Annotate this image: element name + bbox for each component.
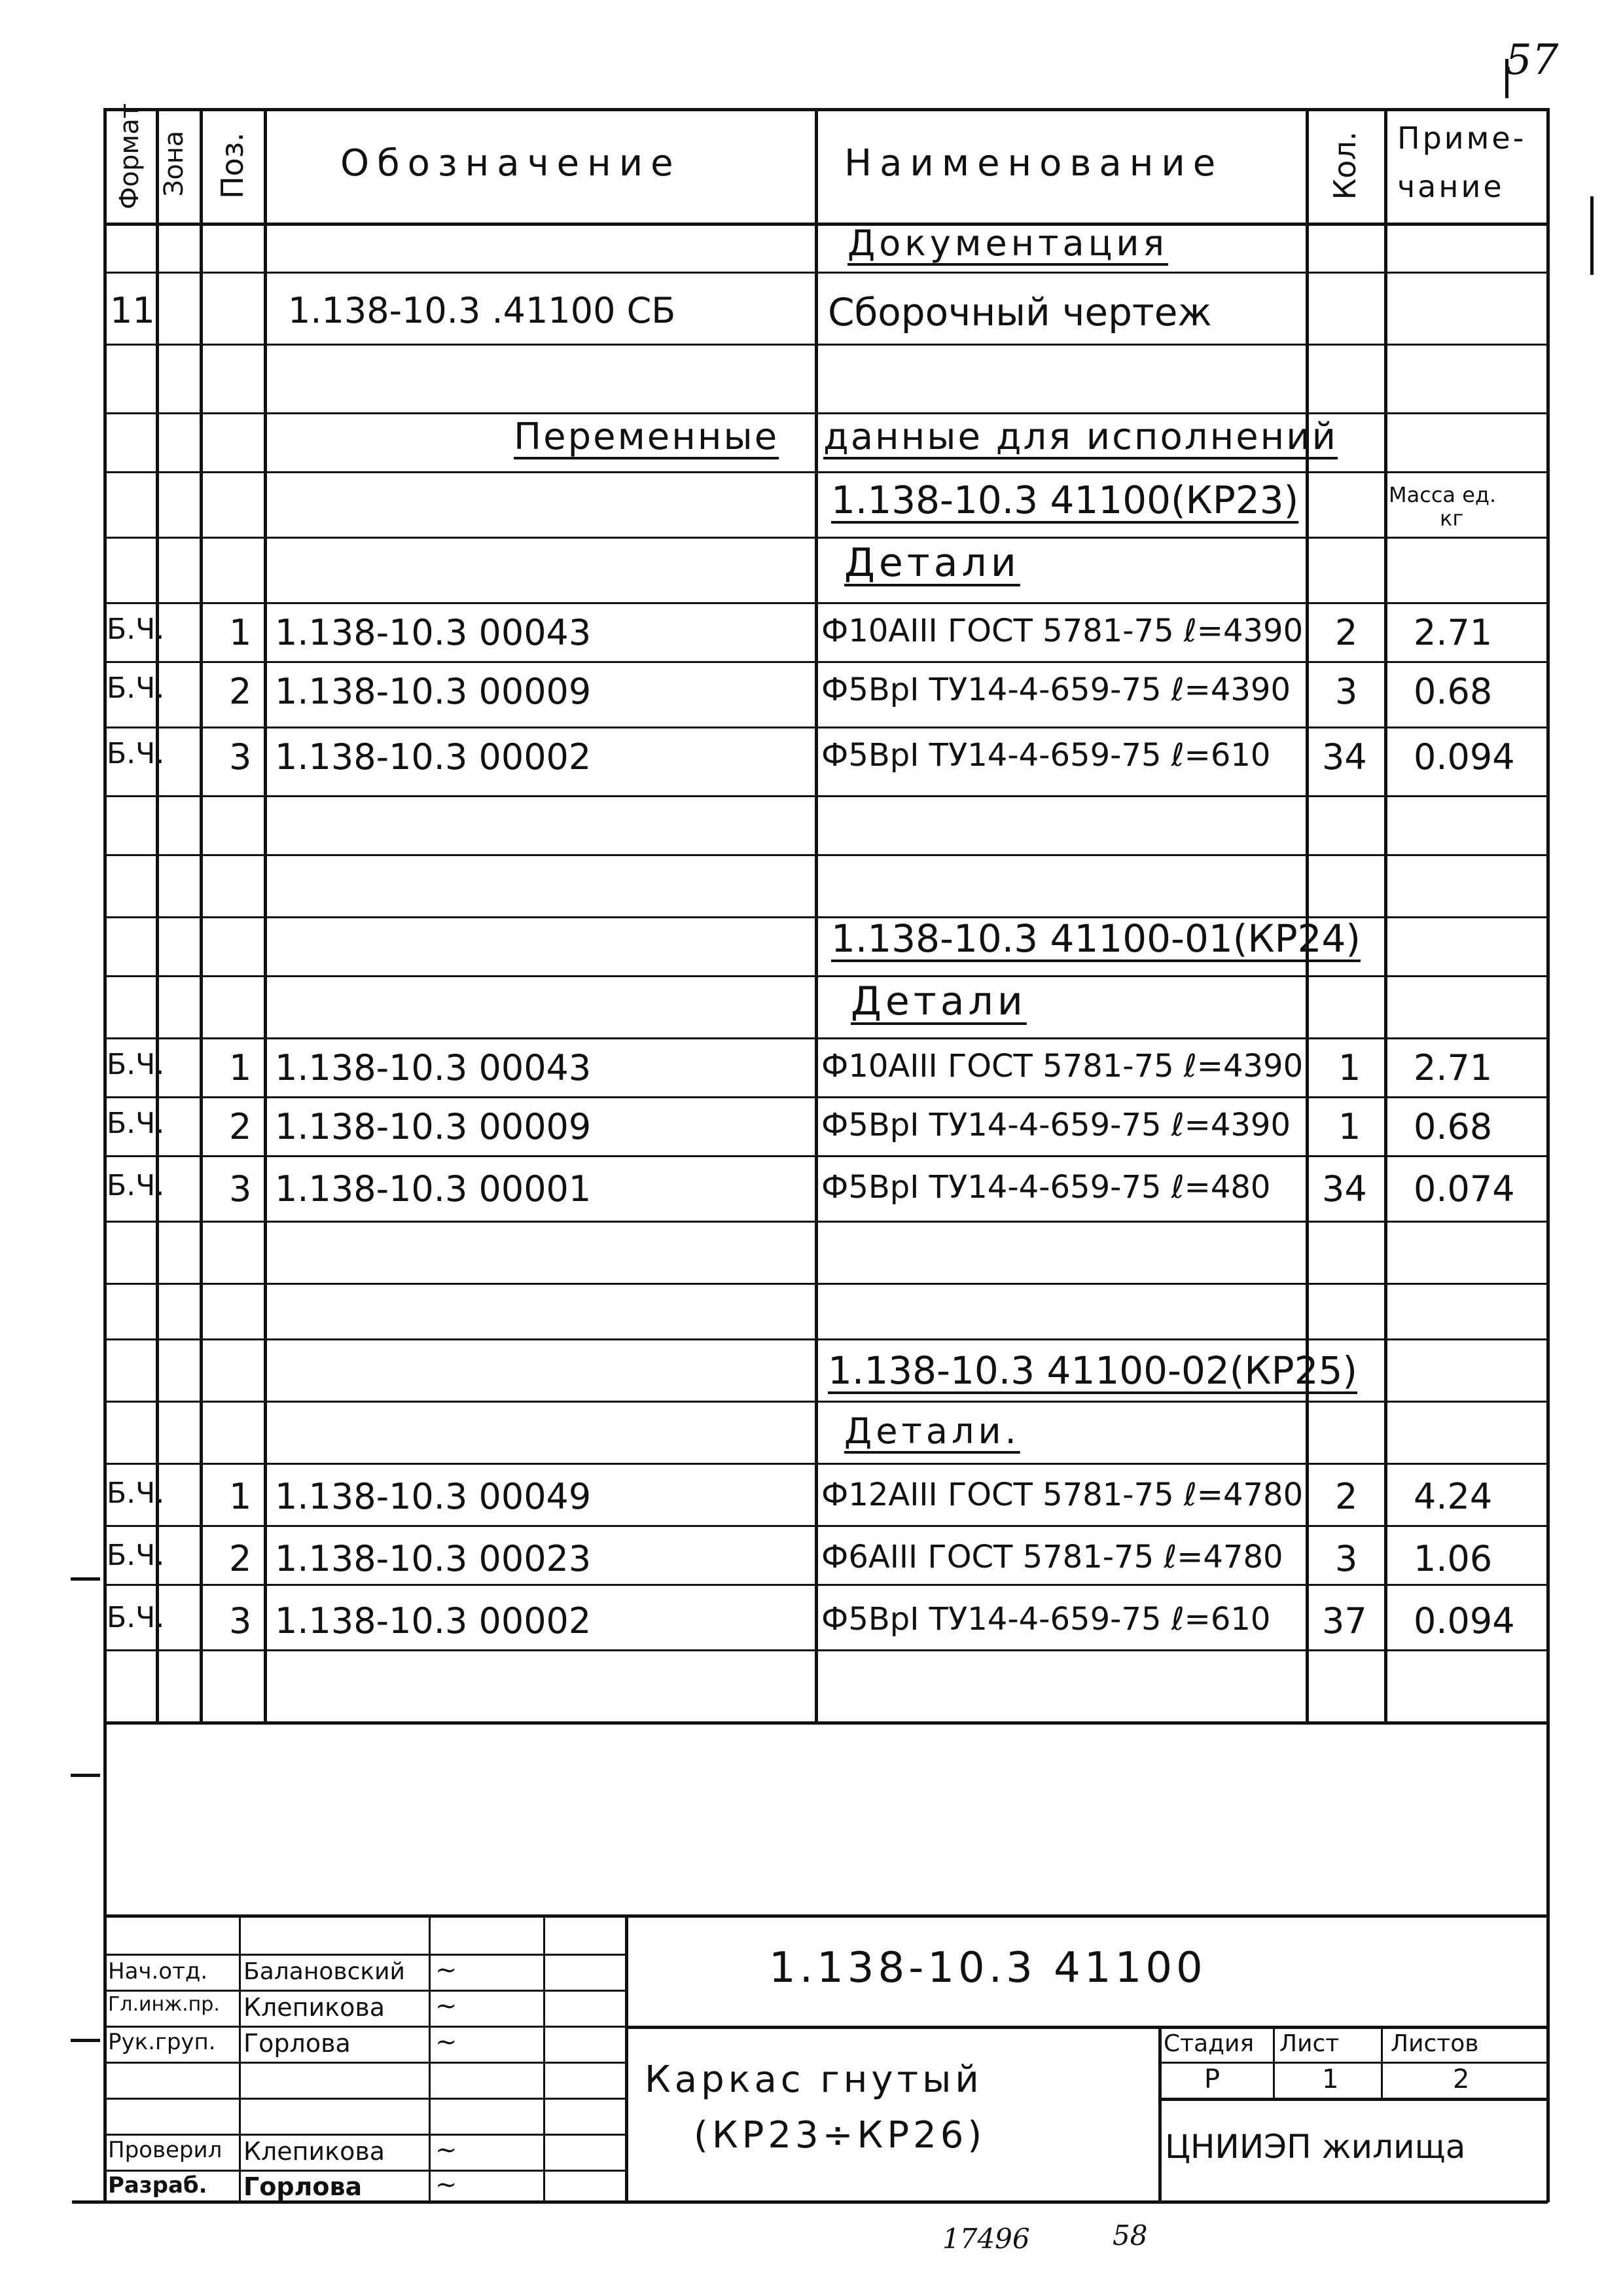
row-pos: 2 <box>229 1538 252 1579</box>
name-checked: Клепикова <box>243 2137 385 2166</box>
row-designation: 1.138-10.3 00009 <box>275 671 592 712</box>
document-title-line1: Каркас гнутый <box>645 2058 983 2101</box>
row-qty: 2 <box>1335 612 1358 653</box>
role-chief-engineer: Гл.инж.пр. <box>108 1993 220 2016</box>
row-name: Ф10АIII ГОСТ 5781-75 ℓ=4390 <box>821 1048 1304 1085</box>
row-note: 1.06 <box>1414 1538 1493 1579</box>
doc-designation: 1.138-10.3 .41100 СБ <box>288 290 676 331</box>
row-format: Б.Ч. <box>107 1601 165 1634</box>
row-pos: 3 <box>229 736 252 778</box>
header-note-2: чание <box>1397 169 1505 204</box>
stage-value: Р <box>1204 2064 1221 2094</box>
page-number: 57 <box>1505 36 1559 84</box>
doc-name: Сборочный чертеж <box>828 290 1212 334</box>
row-pos: 1 <box>229 612 252 653</box>
doc-format: 11 <box>110 290 155 331</box>
margin-mark <box>71 2039 100 2042</box>
corner-mark <box>1505 59 1508 98</box>
signature: ~ <box>435 2170 457 2200</box>
header-zone: Зона <box>159 130 189 197</box>
header-designation: Обозначение <box>340 142 681 185</box>
right-edge-mark <box>1590 196 1594 275</box>
row-qty: 34 <box>1322 736 1367 778</box>
variant-title: 1.138-10.3 41100-01(КР24) <box>831 916 1361 961</box>
sheet-code: 58 <box>1113 2219 1148 2251</box>
document-title-line2: (КР23÷КР26) <box>694 2114 986 2157</box>
row-format: Б.Ч. <box>107 1477 165 1510</box>
row-name: Ф12АIII ГОСТ 5781-75 ℓ=4780 <box>821 1477 1304 1513</box>
row-pos: 1 <box>229 1476 252 1517</box>
variable-data-right: данные для исполнений <box>823 416 1338 458</box>
row-format: Б.Ч. <box>107 1107 165 1140</box>
row-pos: 2 <box>229 671 252 712</box>
row-qty: 3 <box>1335 671 1358 712</box>
name-developed: Горлова <box>243 2172 363 2201</box>
row-format: Б.Ч. <box>107 1169 165 1202</box>
row-name: Ф6АIII ГОСТ 5781-75 ℓ=4780 <box>821 1539 1283 1575</box>
row-pos: 3 <box>229 1168 252 1210</box>
row-note: 2.71 <box>1414 612 1493 653</box>
row-format: Б.Ч. <box>107 1048 165 1081</box>
row-name: Ф5ВрI ТУ14-4-659-75 ℓ=4390 <box>821 1107 1291 1143</box>
row-designation: 1.138-10.3 00023 <box>275 1538 592 1579</box>
variant-details-label: Детали <box>851 978 1027 1024</box>
sheet-label: Лист <box>1279 2030 1340 2057</box>
row-pos: 3 <box>229 1600 252 1641</box>
signature: ~ <box>435 2027 457 2057</box>
mass-unit-label: Масса ед. <box>1389 482 1497 507</box>
organization: ЦНИИЭП жилища <box>1165 2128 1466 2166</box>
row-designation: 1.138-10.3 00049 <box>275 1476 592 1517</box>
signature: ~ <box>435 1991 457 2021</box>
sheets-label: Листов <box>1391 2030 1479 2057</box>
row-pos: 1 <box>229 1047 252 1088</box>
row-pos: 2 <box>229 1106 252 1147</box>
row-format: Б.Ч. <box>107 1539 165 1572</box>
sheets-value: 2 <box>1453 2064 1470 2094</box>
row-name: Ф10АIII ГОСТ 5781-75 ℓ=4390 <box>821 613 1304 649</box>
row-qty: 34 <box>1322 1168 1367 1210</box>
inventory-number: 17496 <box>942 2223 1030 2255</box>
row-name: Ф5ВрI ТУ14-4-659-75 ℓ=610 <box>821 1601 1271 1638</box>
name-chief-engineer: Клепикова <box>243 1993 385 2022</box>
role-head-of-dept: Нач.отд. <box>108 1958 208 1984</box>
header-qty: Кол. <box>1327 131 1363 200</box>
section-documentation: Документация <box>847 223 1168 264</box>
variant-details-label: Детали <box>844 540 1020 586</box>
header-format: Формат <box>115 103 145 209</box>
header-name: Наименование <box>844 142 1224 185</box>
row-qty: 37 <box>1322 1600 1367 1641</box>
row-note: 0.68 <box>1414 671 1493 712</box>
document-code: 1.138-10.3 41100 <box>769 1944 1207 1992</box>
row-designation: 1.138-10.3 00002 <box>275 1600 592 1641</box>
row-note: 0.094 <box>1414 1600 1515 1641</box>
margin-mark <box>71 1774 100 1777</box>
row-designation: 1.138-10.3 00043 <box>275 612 592 653</box>
row-qty: 1 <box>1338 1047 1361 1088</box>
row-note: 0.094 <box>1414 736 1515 778</box>
row-designation: 1.138-10.3 00001 <box>275 1168 592 1210</box>
row-format: Б.Ч. <box>107 672 165 705</box>
stage-label: Стадия <box>1164 2030 1255 2057</box>
row-format: Б.Ч. <box>107 613 165 646</box>
row-qty: 1 <box>1338 1106 1361 1147</box>
row-note: 0.074 <box>1414 1168 1515 1210</box>
row-designation: 1.138-10.3 00043 <box>275 1047 592 1088</box>
row-name: Ф5ВрI ТУ14-4-659-75 ℓ=4390 <box>821 672 1291 708</box>
row-designation: 1.138-10.3 00002 <box>275 736 592 778</box>
name-head-of-dept: Балановский <box>243 1958 405 1985</box>
signature: ~ <box>435 1955 457 1985</box>
variant-details-label: Детали. <box>844 1410 1020 1452</box>
row-format: Б.Ч. <box>107 737 165 770</box>
variant-title: 1.138-10.3 41100(КР23) <box>831 478 1299 522</box>
row-name: Ф5ВрI ТУ14-4-659-75 ℓ=480 <box>821 1169 1271 1206</box>
row-note: 2.71 <box>1414 1047 1493 1088</box>
row-qty: 3 <box>1335 1538 1358 1579</box>
margin-mark <box>71 1577 100 1581</box>
row-qty: 2 <box>1335 1476 1358 1517</box>
sheet-value: 1 <box>1322 2064 1339 2094</box>
role-developed: Разраб. <box>108 2172 207 2198</box>
variant-title: 1.138-10.3 41100-02(КР25) <box>828 1348 1357 1393</box>
row-note: 4.24 <box>1414 1476 1493 1517</box>
mass-unit-kg: кг <box>1440 506 1464 531</box>
row-note: 0.68 <box>1414 1106 1493 1147</box>
role-group-lead: Рук.груп. <box>108 2029 216 2055</box>
name-group-lead: Горлова <box>243 2029 351 2058</box>
header-note-1: Приме- <box>1397 120 1527 156</box>
row-designation: 1.138-10.3 00009 <box>275 1106 592 1147</box>
header-pos: Поз. <box>215 132 250 199</box>
role-checked: Проверил <box>108 2137 223 2163</box>
variable-data-left: Переменные <box>514 416 779 458</box>
row-name: Ф5ВрI ТУ14-4-659-75 ℓ=610 <box>821 737 1271 774</box>
signature: ~ <box>435 2135 457 2165</box>
